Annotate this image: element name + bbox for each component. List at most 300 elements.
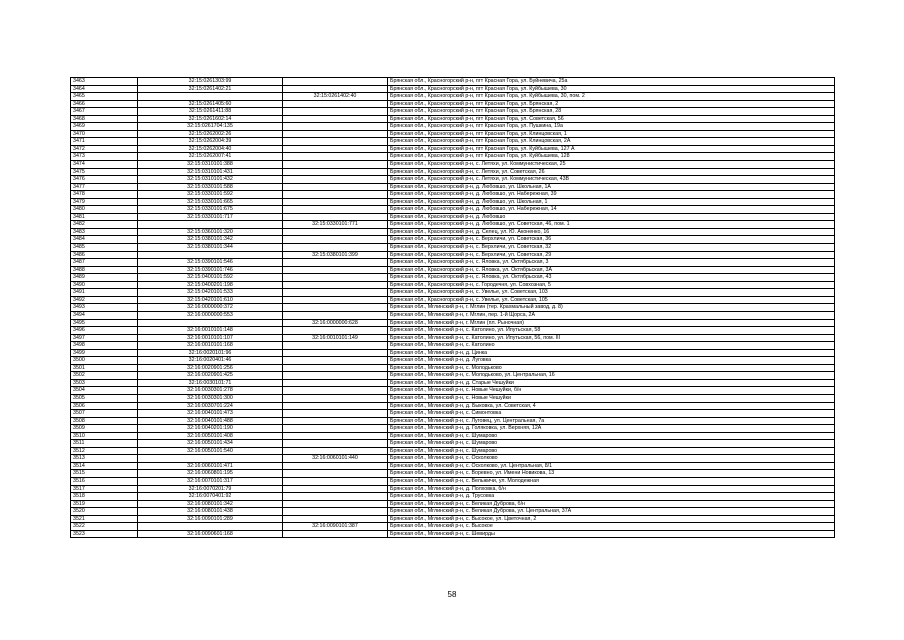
cadastral-number-cell: 32:16:0050101:434 (138, 440, 283, 448)
table-row (71, 236, 835, 244)
row-number-cell: 3494 (71, 311, 138, 319)
table-row (71, 500, 835, 508)
table-row (71, 319, 835, 327)
table-row (71, 334, 835, 342)
row-number-cell: 3480 (71, 206, 138, 214)
cadastral-number-cell: 32:15:0310101:431 (138, 168, 283, 176)
address-cell: Брянская обл., Красногорский р-н, д. Селец, ул. Ю. Аконенко, 16 (388, 228, 835, 236)
premises-cadastral-number-cell (283, 485, 388, 493)
address-cell: Брянская обл., Красногорский р-н, пгт Красная Гора, ул. Куйбышева, 30, пом. 2 (388, 93, 835, 101)
table-row (71, 206, 835, 214)
row-number-cell: 3474 (71, 161, 138, 169)
table-row (71, 266, 835, 274)
row-number-cell: 3523 (71, 530, 138, 538)
table-row (71, 493, 835, 501)
registry-table (70, 77, 835, 538)
row-number-cell: 3513 (71, 455, 138, 463)
row-number-cell: 3477 (71, 183, 138, 191)
table-row (71, 387, 835, 395)
row-number-cell: 3500 (71, 357, 138, 365)
address-cell: Брянская обл., Мглинский р-н, с. Луговец, ул. Центральная, 7а (388, 417, 835, 425)
row-number-cell: 3514 (71, 462, 138, 470)
address-cell: Брянская обл., Мглинский р-н, д. Луговка (388, 357, 835, 365)
premises-cadastral-number-cell (283, 425, 388, 433)
premises-cadastral-number-cell (283, 470, 388, 478)
table-row (71, 115, 835, 123)
cadastral-number-cell (138, 93, 283, 101)
premises-cadastral-number-cell (283, 183, 388, 191)
row-number-cell: 3483 (71, 228, 138, 236)
cadastral-number-cell (138, 455, 283, 463)
premises-cadastral-number-cell (283, 153, 388, 161)
row-number-cell: 3503 (71, 379, 138, 387)
table-row (71, 477, 835, 485)
premises-cadastral-number-cell (283, 168, 388, 176)
address-cell: Брянская обл., Красногорский р-н, с. Верхличи, ул. Советская, 29 (388, 251, 835, 259)
cadastral-number-cell (138, 251, 283, 259)
row-number-cell: 3475 (71, 168, 138, 176)
row-number-cell: 3505 (71, 394, 138, 402)
cadastral-number-cell: 32:15:0390101:746 (138, 266, 283, 274)
address-cell: Брянская обл., Красногорский р-н, с. Увелье, ул. Советская, 103 (388, 289, 835, 297)
row-number-cell: 3488 (71, 266, 138, 274)
table-row (71, 515, 835, 523)
address-cell: Брянская обл., Мглинский р-н, с. Высокое, ул. Цветочная, 2 (388, 515, 835, 523)
address-cell: Брянская обл., Красногорский р-н, пгт Красная Гора, ул. Клинцовская, 1 (388, 130, 835, 138)
row-number-cell: 3511 (71, 440, 138, 448)
table-row (71, 508, 835, 516)
cadastral-number-cell: 32:16:0030101:71 (138, 379, 283, 387)
table-row (71, 364, 835, 372)
cadastral-number-cell: 32:15:0261411:88 (138, 108, 283, 116)
row-number-cell: 3485 (71, 244, 138, 252)
cadastral-number-cell: 32:16:0000000:372 (138, 304, 283, 312)
row-number-cell: 3490 (71, 281, 138, 289)
row-number-cell: 3504 (71, 387, 138, 395)
row-number-cell: 3502 (71, 372, 138, 380)
premises-cadastral-number-cell (283, 191, 388, 199)
table-row (71, 425, 835, 433)
row-number-cell: 3517 (71, 485, 138, 493)
address-cell: Брянская обл., Мглинский р-н, г. Мглин (пл. Рыночная) (388, 319, 835, 327)
table-row (71, 213, 835, 221)
cadastral-number-cell: 32:16:0010101:107 (138, 334, 283, 342)
cadastral-number-cell: 32:15:0420101:610 (138, 296, 283, 304)
cadastral-number-cell: 32:15:0261405:60 (138, 100, 283, 108)
address-cell: Брянская обл., Мглинский р-н, с. Новые Чешуйки, б/н (388, 387, 835, 395)
premises-cadastral-number-cell (283, 266, 388, 274)
premises-cadastral-number-cell (283, 500, 388, 508)
premises-cadastral-number-cell (283, 462, 388, 470)
premises-cadastral-number-cell (283, 410, 388, 418)
table-row (71, 410, 835, 418)
premises-cadastral-number-cell (283, 176, 388, 184)
cadastral-number-cell: 32:15:0360101:320 (138, 228, 283, 236)
row-number-cell: 3521 (71, 515, 138, 523)
premises-cadastral-number-cell (283, 440, 388, 448)
cadastral-number-cell: 32:16:0020901:425 (138, 372, 283, 380)
registry-table-container (70, 77, 835, 538)
row-number-cell: 3508 (71, 417, 138, 425)
table-row (71, 417, 835, 425)
table-row (71, 161, 835, 169)
address-cell: Брянская обл., Мглинский р-н, с. Вельжичи, ул. Молодежная (388, 477, 835, 485)
address-cell: Брянская обл., Красногорский р-н, пгт Красная Гора, ул. Куйбышева, 30 (388, 85, 835, 93)
premises-cadastral-number-cell (283, 115, 388, 123)
address-cell: Брянская обл., Мглинский р-н, с. Молодьково, ул. Центральная, 16 (388, 372, 835, 380)
premises-cadastral-number-cell (283, 130, 388, 138)
address-cell: Брянская обл., Красногорский р-н, д. Любовшо, ул. Набережная, 14 (388, 206, 835, 214)
row-number-cell: 3484 (71, 236, 138, 244)
address-cell: Брянская обл., Мглинский р-н, с. Новые Чешуйки (388, 394, 835, 402)
table-row (71, 259, 835, 267)
row-number-cell: 3496 (71, 327, 138, 335)
premises-cadastral-number-cell (283, 138, 388, 146)
cadastral-number-cell: 32:16:0060101:471 (138, 462, 283, 470)
premises-cadastral-number-cell (283, 78, 388, 86)
premises-cadastral-number-cell (283, 100, 388, 108)
address-cell: Брянская обл., Мглинский р-н, д. Трусовка (388, 493, 835, 501)
address-cell: Брянская обл., Мглинский р-н, г. Мглин, пер. 1-й Щорса, 2А (388, 311, 835, 319)
cadastral-number-cell: 32:16:0090601:168 (138, 530, 283, 538)
row-number-cell: 3472 (71, 145, 138, 153)
address-cell: Брянская обл., Красногорский р-н, пгт Красная Гора, ул. Брянская, 2 (388, 100, 835, 108)
cadastral-number-cell: 32:15:0330101:588 (138, 183, 283, 191)
premises-cadastral-number-cell (283, 206, 388, 214)
premises-cadastral-number-cell (283, 161, 388, 169)
address-cell: Брянская обл., Красногорский р-н, с. Городечня, ул. Совхозная, 5 (388, 281, 835, 289)
address-cell: Брянская обл., Мглинский р-н, с. Католино (388, 342, 835, 350)
premises-cadastral-number-cell (283, 387, 388, 395)
address-cell: Брянская обл., Мглинский р-н, с. Католино, ул. Ипутьская, 56, пом. III (388, 334, 835, 342)
row-number-cell: 3506 (71, 402, 138, 410)
address-cell: Брянская обл., Красногорский р-н, с. Увелье, ул. Советская, 105 (388, 296, 835, 304)
cadastral-number-cell: 32:16:0010101:148 (138, 327, 283, 335)
address-cell: Брянская обл., Красногорский р-н, пгт Красная Гора, ул. Куйбышева, 127 А (388, 145, 835, 153)
address-cell: Брянская обл., Красногорский р-н, пгт Красная Гора, ул. Брянская, 28 (388, 108, 835, 116)
address-cell: Брянская обл., Мглинский р-н, с. Шумарово (388, 440, 835, 448)
address-cell: Брянская обл., Красногорский р-н, пгт Красная Гора, ул. Советская, 56 (388, 115, 835, 123)
row-number-cell: 3520 (71, 508, 138, 516)
address-cell: Брянская обл., Мглинский р-н, с. Шумарово (388, 447, 835, 455)
cadastral-number-cell: 32:16:0070201:79 (138, 485, 283, 493)
row-number-cell: 3481 (71, 213, 138, 221)
address-cell: Брянская обл., Красногорский р-н, с. Летяхи, ул. Коммунистическая, 25 (388, 161, 835, 169)
cadastral-number-cell: 32:16:0060801:195 (138, 470, 283, 478)
table-row (71, 145, 835, 153)
table-row (71, 251, 835, 259)
address-cell: Брянская обл., Мглинский р-н, с. Великая Дуброва, ул. Центральная, 37А (388, 508, 835, 516)
cadastral-number-cell: 32:15:0261602:14 (138, 115, 283, 123)
cadastral-number-cell: 32:16:0030301:300 (138, 394, 283, 402)
premises-cadastral-number-cell (283, 357, 388, 365)
address-cell: Брянская обл., Красногорский р-н, с. Летяхи, ул. Советская, 26 (388, 168, 835, 176)
cadastral-number-cell: 32:16:0020901:256 (138, 364, 283, 372)
cadastral-number-cell: 32:16:0040101:488 (138, 417, 283, 425)
row-number-cell: 3507 (71, 410, 138, 418)
address-cell: Брянская обл., Мглинский р-н, д. Полховка, б/н (388, 485, 835, 493)
address-cell: Брянская обл., Красногорский р-н, с. Яловка, ул. Октябрьская, 3 (388, 259, 835, 267)
cadastral-number-cell: 32:16:0010101:168 (138, 342, 283, 350)
premises-cadastral-number-cell (283, 281, 388, 289)
row-number-cell: 3522 (71, 523, 138, 531)
table-row (71, 440, 835, 448)
premises-cadastral-number-cell (283, 477, 388, 485)
cadastral-number-cell: 32:15:0380101:344 (138, 244, 283, 252)
row-number-cell: 3482 (71, 221, 138, 229)
row-number-cell: 3515 (71, 470, 138, 478)
address-cell: Брянская обл., Красногорский р-н, пгт Красная Гора, ул. Пушкина, 19а (388, 123, 835, 131)
table-row (71, 153, 835, 161)
table-row (71, 123, 835, 131)
address-cell: Брянская обл., Красногорский р-н, д. Любовшо, ул. Набережная, 39 (388, 191, 835, 199)
address-cell: Брянская обл., Мглинский р-н, д. Старые Чешуйки (388, 379, 835, 387)
cadastral-number-cell: 32:15:0330101:717 (138, 213, 283, 221)
table-row (71, 176, 835, 184)
premises-cadastral-number-cell (283, 530, 388, 538)
cadastral-number-cell: 32:15:0310101:388 (138, 161, 283, 169)
address-cell: Брянская обл., Мглинский р-н, д. Голяковка, ул. Верхняя, 12А (388, 425, 835, 433)
row-number-cell: 3510 (71, 432, 138, 440)
cadastral-number-cell: 32:16:0080101:342 (138, 500, 283, 508)
table-row (71, 85, 835, 93)
premises-cadastral-number-cell (283, 493, 388, 501)
row-number-cell: 3495 (71, 319, 138, 327)
address-cell: Брянская обл., Мглинский р-н, д. Быковка, ул. Советская, 4 (388, 402, 835, 410)
row-number-cell: 3491 (71, 289, 138, 297)
table-row (71, 191, 835, 199)
cadastral-number-cell: 32:15:0390101:546 (138, 259, 283, 267)
premises-cadastral-number-cell: 32:15:0330101:771 (283, 221, 388, 229)
cadastral-number-cell: 32:15:0262002:26 (138, 130, 283, 138)
table-row (71, 462, 835, 470)
address-cell: Брянская обл., Красногорский р-н, пгт Красная Гора, ул. Клинцовская, 2А (388, 138, 835, 146)
premises-cadastral-number-cell (283, 417, 388, 425)
table-row (71, 168, 835, 176)
address-cell: Брянская обл., Красногорский р-н, с. Верхличи, ул. Советская, 36 (388, 236, 835, 244)
cadastral-number-cell (138, 221, 283, 229)
row-number-cell: 3464 (71, 85, 138, 93)
premises-cadastral-number-cell (283, 508, 388, 516)
premises-cadastral-number-cell (283, 274, 388, 282)
table-row (71, 130, 835, 138)
premises-cadastral-number-cell (283, 515, 388, 523)
table-row (71, 311, 835, 319)
address-cell: Брянская обл., Красногорский р-н, д. Любовшо, ул. Школьная, 1А (388, 183, 835, 191)
address-cell: Брянская обл., Мглинский р-н, г. Мглин (тер. Крахмальный завод, д. 8) (388, 304, 835, 312)
premises-cadastral-number-cell (283, 289, 388, 297)
cadastral-number-cell: 32:15:0261704:135 (138, 123, 283, 131)
premises-cadastral-number-cell (283, 349, 388, 357)
registry-table-body (71, 78, 835, 538)
row-number-cell: 3469 (71, 123, 138, 131)
table-row (71, 198, 835, 206)
table-row (71, 281, 835, 289)
cadastral-number-cell (138, 319, 283, 327)
premises-cadastral-number-cell (283, 145, 388, 153)
row-number-cell: 3516 (71, 477, 138, 485)
table-row (71, 379, 835, 387)
row-number-cell: 3487 (71, 259, 138, 267)
address-cell: Брянская обл., Мглинский р-н, с. Молодьково (388, 364, 835, 372)
row-number-cell: 3463 (71, 78, 138, 86)
table-row (71, 304, 835, 312)
cadastral-number-cell: 32:15:0262004:39 (138, 138, 283, 146)
address-cell: Брянская обл., Красногорский р-н, пгт Красная Гора, ул. Куйбышева, 128 (388, 153, 835, 161)
cadastral-number-cell: 32:16:0070401:92 (138, 493, 283, 501)
premises-cadastral-number-cell (283, 198, 388, 206)
table-row (71, 108, 835, 116)
table-row (71, 78, 835, 86)
cadastral-number-cell: 32:16:0050101:408 (138, 432, 283, 440)
table-row (71, 138, 835, 146)
row-number-cell: 3465 (71, 93, 138, 101)
row-number-cell: 3518 (71, 493, 138, 501)
premises-cadastral-number-cell (283, 311, 388, 319)
cadastral-number-cell: 32:16:0020101:96 (138, 349, 283, 357)
row-number-cell: 3470 (71, 130, 138, 138)
cadastral-number-cell: 32:15:0330101:675 (138, 206, 283, 214)
row-number-cell: 3509 (71, 425, 138, 433)
cadastral-number-cell: 32:16:0020401:46 (138, 357, 283, 365)
premises-cadastral-number-cell: 32:15:0261402:40 (283, 93, 388, 101)
cadastral-number-cell: 32:15:0380101:342 (138, 236, 283, 244)
address-cell: Брянская обл., Мглинский р-н, с. Симонтовка (388, 410, 835, 418)
premises-cadastral-number-cell (283, 432, 388, 440)
row-number-cell: 3497 (71, 334, 138, 342)
premises-cadastral-number-cell: 32:15:0380101:399 (283, 251, 388, 259)
address-cell: Брянская обл., Мглинский р-н, с. Великая Дуброва, б/н (388, 500, 835, 508)
table-row (71, 296, 835, 304)
address-cell: Брянская обл., Мглинский р-н, с. Католино, ул. Ипутьская, 58 (388, 327, 835, 335)
cadastral-number-cell: 32:16:0090101:289 (138, 515, 283, 523)
address-cell: Брянская обл., Красногорский р-н, д. Любовшо, ул. Школьная, 1 (388, 198, 835, 206)
row-number-cell: 3473 (71, 153, 138, 161)
cadastral-number-cell (138, 523, 283, 531)
address-cell: Брянская обл., Красногорский р-н, с. Верхличи, ул. Советская, 32 (388, 244, 835, 252)
cadastral-number-cell: 32:15:0420101:533 (138, 289, 283, 297)
premises-cadastral-number-cell: 32:16:0060101:440 (283, 455, 388, 463)
row-number-cell: 3493 (71, 304, 138, 312)
row-number-cell: 3471 (71, 138, 138, 146)
premises-cadastral-number-cell (283, 108, 388, 116)
row-number-cell: 3499 (71, 349, 138, 357)
premises-cadastral-number-cell (283, 447, 388, 455)
premises-cadastral-number-cell (283, 364, 388, 372)
row-number-cell: 3498 (71, 342, 138, 350)
table-row (71, 228, 835, 236)
row-number-cell: 3466 (71, 100, 138, 108)
address-cell: Брянская обл., Мглинский р-н, с. Осколково (388, 455, 835, 463)
address-cell: Брянская обл., Мглинский р-н, д. Цинка (388, 349, 835, 357)
row-number-cell: 3519 (71, 500, 138, 508)
cadastral-number-cell: 32:15:0330101:665 (138, 198, 283, 206)
row-number-cell: 3489 (71, 274, 138, 282)
table-row (71, 485, 835, 493)
table-row (71, 372, 835, 380)
premises-cadastral-number-cell (283, 327, 388, 335)
premises-cadastral-number-cell (283, 342, 388, 350)
premises-cadastral-number-cell (283, 372, 388, 380)
premises-cadastral-number-cell (283, 304, 388, 312)
premises-cadastral-number-cell: 32:16:0090101:387 (283, 523, 388, 531)
cadastral-number-cell: 32:15:0400101:592 (138, 274, 283, 282)
premises-cadastral-number-cell: 32:16:0000000:628 (283, 319, 388, 327)
row-number-cell: 3479 (71, 198, 138, 206)
row-number-cell: 3501 (71, 364, 138, 372)
premises-cadastral-number-cell (283, 123, 388, 131)
table-row (71, 530, 835, 538)
premises-cadastral-number-cell (283, 296, 388, 304)
cadastral-number-cell: 32:16:0040201:190 (138, 425, 283, 433)
table-row (71, 402, 835, 410)
cadastral-number-cell: 32:15:0310101:432 (138, 176, 283, 184)
cadastral-number-cell: 32:16:0030701:224 (138, 402, 283, 410)
table-row (71, 470, 835, 478)
table-row (71, 455, 835, 463)
table-row (71, 523, 835, 531)
address-cell: Брянская обл., Красногорский р-н, с. Яловка, ул. Октябрьская, 3А (388, 266, 835, 274)
address-cell: Брянская обл., Красногорский р-н, пгт Красная Гора, ул. Буйневича, 25а (388, 78, 835, 86)
table-row (71, 327, 835, 335)
premises-cadastral-number-cell: 32:16:0010101:149 (283, 334, 388, 342)
table-row (71, 100, 835, 108)
table-row (71, 349, 835, 357)
row-number-cell: 3467 (71, 108, 138, 116)
row-number-cell: 3492 (71, 296, 138, 304)
table-row (71, 183, 835, 191)
premises-cadastral-number-cell (283, 379, 388, 387)
address-cell: Брянская обл., Красногорский р-н, с. Яловка, ул. Октябрьская, 43 (388, 274, 835, 282)
premises-cadastral-number-cell (283, 228, 388, 236)
table-row (71, 244, 835, 252)
row-number-cell: 3468 (71, 115, 138, 123)
table-row (71, 432, 835, 440)
page-number: 58 (447, 590, 457, 599)
row-number-cell: 3486 (71, 251, 138, 259)
row-number-cell: 3476 (71, 176, 138, 184)
table-row (71, 394, 835, 402)
address-cell: Брянская обл., Мглинский р-н, с. Шевирды (388, 530, 835, 538)
cadastral-number-cell: 32:16:0070101:317 (138, 477, 283, 485)
cadastral-number-cell: 32:15:0262007:41 (138, 153, 283, 161)
premises-cadastral-number-cell (283, 244, 388, 252)
cadastral-number-cell: 32:15:0400201:198 (138, 281, 283, 289)
cadastral-number-cell: 32:15:0261303:99 (138, 78, 283, 86)
row-number-cell: 3512 (71, 447, 138, 455)
address-cell: Брянская обл., Красногорский р-н, д. Любовшо, ул. Советская, 46, пом. 1 (388, 221, 835, 229)
table-row (71, 342, 835, 350)
table-row (71, 274, 835, 282)
premises-cadastral-number-cell (283, 213, 388, 221)
table-row (71, 447, 835, 455)
address-cell: Брянская обл., Красногорский р-н, с. Летяхи, ул. Коммунистическая, 43В (388, 176, 835, 184)
table-row (71, 93, 835, 101)
address-cell: Брянская обл., Мглинский р-н, с. Шумарово (388, 432, 835, 440)
cadastral-number-cell: 32:16:0030301:278 (138, 387, 283, 395)
table-row (71, 221, 835, 229)
premises-cadastral-number-cell (283, 402, 388, 410)
table-row (71, 357, 835, 365)
address-cell: Брянская обл., Красногорский р-н, д. Любовшо (388, 213, 835, 221)
cadastral-number-cell: 32:16:0040101:473 (138, 410, 283, 418)
address-cell: Брянская обл., Мглинский р-н, с. Воревно, ул. Имени Новикова, 13 (388, 470, 835, 478)
premises-cadastral-number-cell (283, 85, 388, 93)
cadastral-number-cell: 32:15:0261402:21 (138, 85, 283, 93)
address-cell: Брянская обл., Мглинский р-н, с. Осколково, ул. Центральная, 8/1 (388, 462, 835, 470)
cadastral-number-cell: 32:15:0262004:40 (138, 145, 283, 153)
row-number-cell: 3478 (71, 191, 138, 199)
